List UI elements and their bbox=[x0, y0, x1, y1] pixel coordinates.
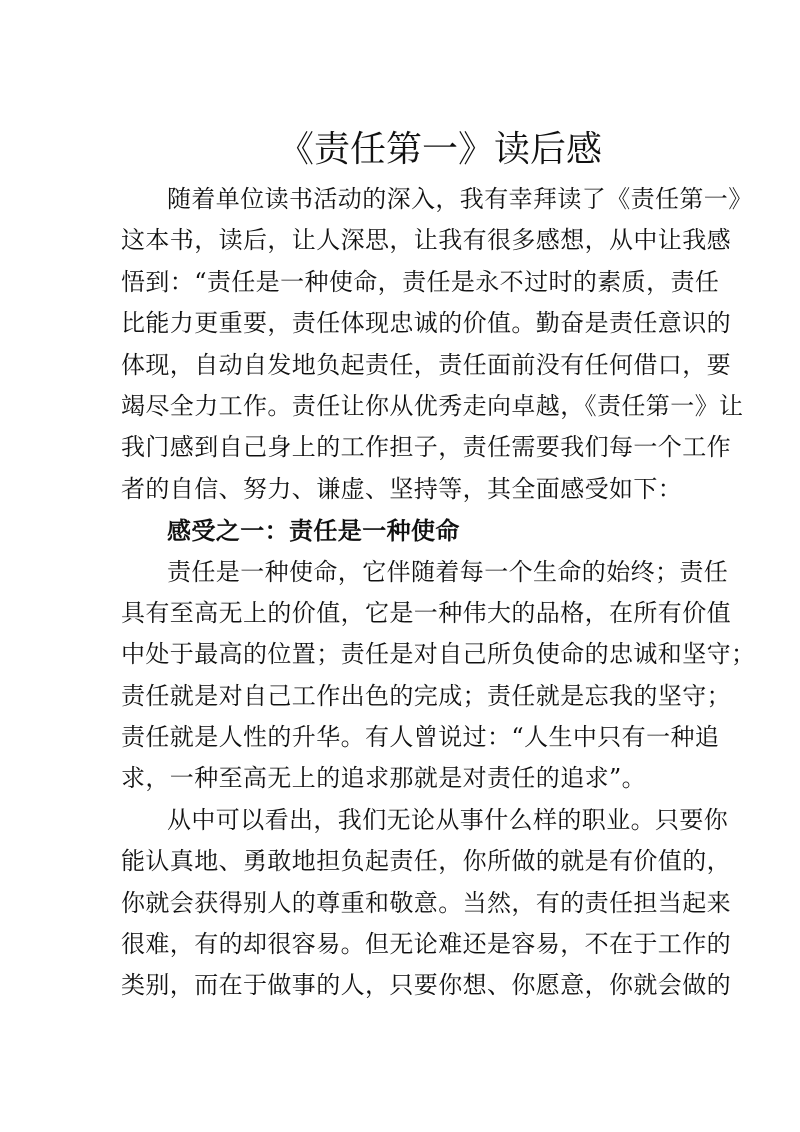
paragraph-line: 体现，自动自发地负起责任，责任面前没有任何借口，要 bbox=[121, 350, 731, 379]
paragraph-line: 我门感到自己身上的工作担子，责任需要我们每一个工作 bbox=[121, 433, 731, 462]
paragraph-line: 求，一种至高无上的追求那就是对责任的追求”。 bbox=[121, 764, 647, 793]
paragraph-line: 很难，有的却很容易。但无论难还是容易，不在于工作的 bbox=[121, 930, 731, 959]
document-title: 《责任第一》读后感 bbox=[277, 129, 602, 170]
paragraph-line: 这本书，读后，让人深思，让我有很多感想，从中让我感 bbox=[121, 226, 731, 255]
paragraph-line: 责任是一种使命，它伴随着每一个生命的始终；责任 bbox=[167, 557, 729, 586]
paragraph-line: 你就会获得别人的尊重和敬意。当然，有的责任担当起来 bbox=[121, 888, 731, 917]
paragraph-line: 随着单位读书活动的深入，我有幸拜读了《责任第一》 bbox=[167, 185, 753, 213]
paragraph-line: 者的自信、努力、谦虚、坚持等，其全面感受如下： bbox=[121, 474, 683, 503]
paragraph-line: 比能力更重要，责任体现忠诚的价值。勤奋是责任意识的 bbox=[121, 309, 731, 338]
section-heading: 感受之一：责任是一种使命 bbox=[167, 516, 460, 546]
paragraph-line: 中处于最高的位置；责任是对自己所负使命的忠诚和坚守； bbox=[121, 640, 756, 669]
paragraph-line: 能认真地、勇敢地担负起责任，你所做的就是有价值的， bbox=[121, 847, 731, 876]
paragraph-line: 责任就是对自己工作出色的完成；责任就是忘我的坚守； bbox=[121, 681, 731, 710]
document-body bbox=[121, 179, 756, 1007]
paragraph-line: 类别，而在于做事的人，只要你想、你愿意，你就会做的 bbox=[121, 971, 731, 1000]
paragraph-line: 竭尽全力工作。责任让你从优秀走向卓越，《责任第一》让 bbox=[121, 391, 744, 420]
paragraph-line: 从中可以看出，我们无论从事什么样的职业。只要你 bbox=[167, 805, 729, 834]
paragraph-line: 悟到：“责任是一种使命，责任是永不过时的素质，责任 bbox=[121, 267, 720, 296]
paragraph-line: 具有至高无上的价值，它是一种伟大的品格，在所有价值 bbox=[121, 598, 731, 627]
paragraph-line: 责任就是人性的升华。有人曾说过：“人生中只有一种追 bbox=[121, 723, 720, 752]
